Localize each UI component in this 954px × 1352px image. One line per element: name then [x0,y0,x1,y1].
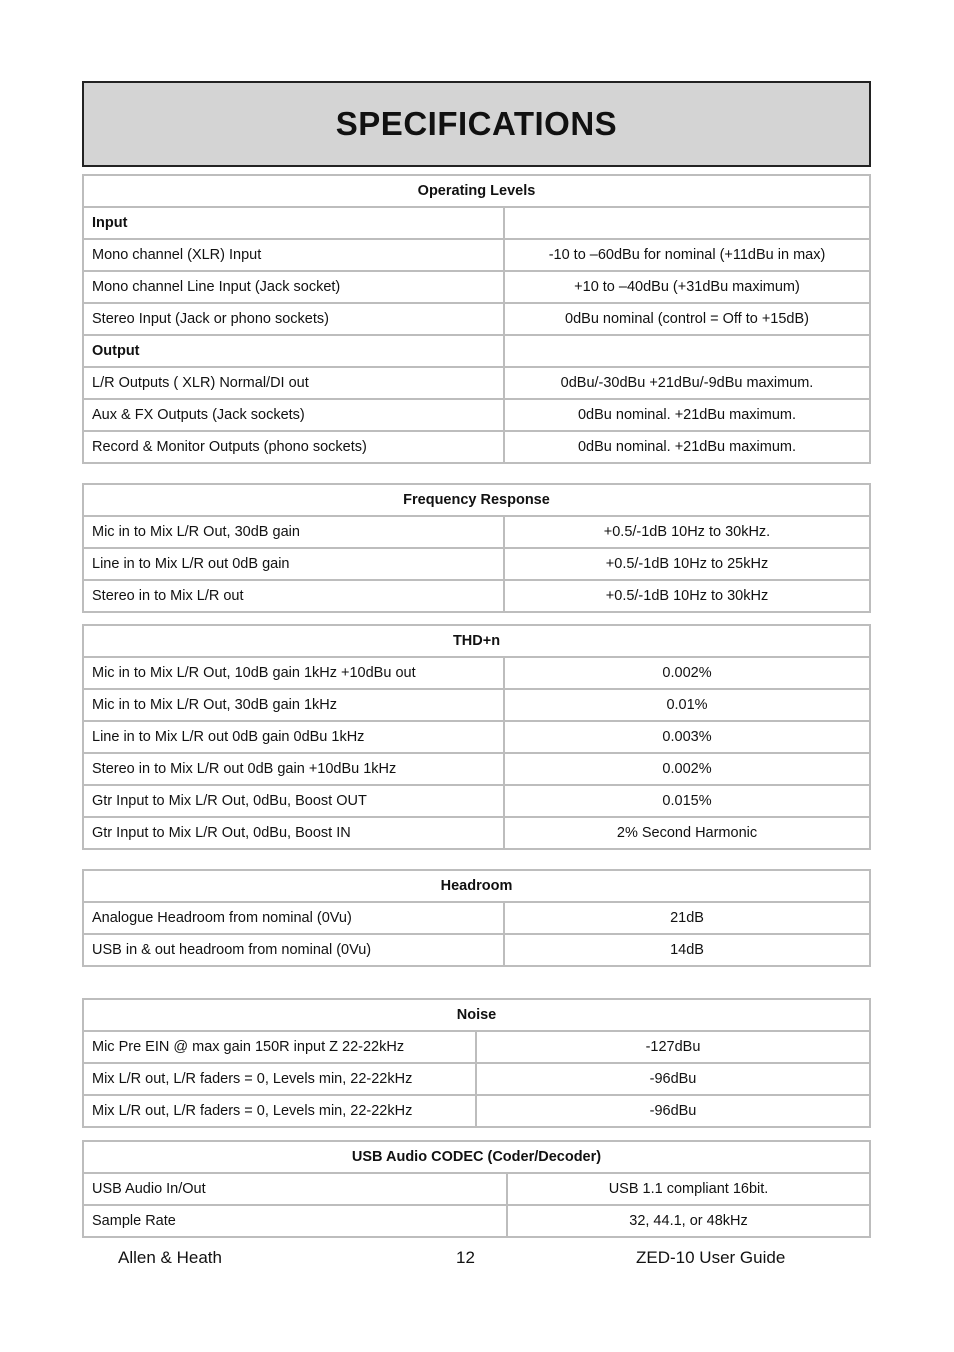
spec-value [504,335,870,367]
table-row [83,431,870,463]
page-footer [0,1248,954,1270]
table-row [83,753,870,785]
spec-label: Mic in to Mix L/R Out, 30dB gain 1kHz [83,689,504,721]
table-row [83,902,870,934]
spec-value: +0.5/-1dB 10Hz to 30kHz [504,580,870,612]
spec-label: Stereo in to Mix L/R out 0dB gain +10dBu 1kHz [83,753,504,785]
spec-label: Line in to Mix L/R out 0dB gain [83,548,504,580]
spec-value: 14dB [504,934,870,966]
spec-label: Gtr Input to Mix L/R Out, 0dBu, Boost IN [83,817,504,849]
table-row [83,817,870,849]
spec-value: +10 to –40dBu (+31dBu maximum) [504,271,870,303]
table-row [83,1205,870,1237]
table-row [83,1173,870,1205]
spec-label: Sample Rate [83,1205,507,1237]
spec-value: +0.5/-1dB 10Hz to 25kHz [504,548,870,580]
table-row [83,721,870,753]
spec-value: -127dBu [476,1031,870,1063]
spec-table [82,624,871,850]
spec-value: 0dBu nominal (control = Off to +15dB) [504,303,870,335]
table-row [83,1031,870,1063]
section-heading: USB Audio CODEC (Coder/Decoder) [83,1141,870,1173]
table-row [83,271,870,303]
table-row [83,335,870,367]
spec-value: 0dBu nominal. +21dBu maximum. [504,399,870,431]
spec-label: Mono channel (XLR) Input [83,239,504,271]
page-title: SPECIFICATIONS [335,105,618,142]
spec-value: 0dBu/-30dBu +21dBu/-9dBu maximum. [504,367,870,399]
spec-table [82,174,871,464]
spec-value: -10 to –60dBu for nominal (+11dBu in max) [504,239,870,271]
table-row [83,239,870,271]
footer-brand: Allen & Heath [118,1248,222,1267]
spec-value: +0.5/-1dB 10Hz to 30kHz. [504,516,870,548]
table-row [83,303,870,335]
spec-label: Record & Monitor Outputs (phono sockets) [83,431,504,463]
spec-value: 21dB [504,902,870,934]
spec-table [82,998,871,1128]
spec-value: 2% Second Harmonic [504,817,870,849]
section-heading: Frequency Response [83,484,870,516]
spec-value: 0dBu nominal. +21dBu maximum. [504,431,870,463]
spec-label: Mono channel Line Input (Jack socket) [83,271,504,303]
spec-value: 0.01% [504,689,870,721]
section-heading: THD+n [83,625,870,657]
footer-page-number: 12 [456,1248,475,1267]
table-row [83,399,870,431]
table-row [83,548,870,580]
spec-label: Stereo in to Mix L/R out [83,580,504,612]
spec-label: USB Audio In/Out [83,1173,507,1205]
spec-value: 32, 44.1, or 48kHz [507,1205,870,1237]
table-row [83,1095,870,1127]
table-row [83,934,870,966]
spec-value [504,207,870,239]
table-row [83,1063,870,1095]
spec-label: Line in to Mix L/R out 0dB gain 0dBu 1kHz [83,721,504,753]
table-row [83,207,870,239]
spec-label: Mic Pre EIN @ max gain 150R input Z 22-22kHz [83,1031,476,1063]
spec-value: 0.002% [504,657,870,689]
spec-label: Analogue Headroom from nominal (0Vu) [83,902,504,934]
spec-label: Aux & FX Outputs (Jack sockets) [83,399,504,431]
table-row [83,689,870,721]
spec-label: Mic in to Mix L/R Out, 10dB gain 1kHz +10dBu out [83,657,504,689]
spec-label: L/R Outputs ( XLR) Normal/DI out [83,367,504,399]
table-row [83,657,870,689]
spec-label: USB in & out headroom from nominal (0Vu) [83,934,504,966]
spec-label: Stereo Input (Jack or phono sockets) [83,303,504,335]
section-heading: Noise [83,999,870,1031]
spec-value: -96dBu [476,1095,870,1127]
spec-table [82,1140,871,1238]
subsection-label: Input [83,207,504,239]
section-heading: Operating Levels [83,175,870,207]
spec-table [82,869,871,967]
table-row [83,785,870,817]
table-row [83,516,870,548]
table-row [83,580,870,612]
spec-value: USB 1.1 compliant 16bit. [507,1173,870,1205]
footer-guide-name: ZED-10 User Guide [636,1248,786,1267]
spec-value: 0.003% [504,721,870,753]
spec-label: Mic in to Mix L/R Out, 30dB gain [83,516,504,548]
spec-label: Gtr Input to Mix L/R Out, 0dBu, Boost OUT [83,785,504,817]
spec-label: Mix L/R out, L/R faders = 0, Levels min, 22-22kHz [83,1095,476,1127]
title-banner [82,81,871,167]
spec-value: 0.002% [504,753,870,785]
spec-value: -96dBu [476,1063,870,1095]
spec-value: 0.015% [504,785,870,817]
section-heading: Headroom [83,870,870,902]
subsection-label: Output [83,335,504,367]
table-row [83,367,870,399]
spec-label: Mix L/R out, L/R faders = 0, Levels min, 22-22kHz [83,1063,476,1095]
spec-table [82,483,871,613]
